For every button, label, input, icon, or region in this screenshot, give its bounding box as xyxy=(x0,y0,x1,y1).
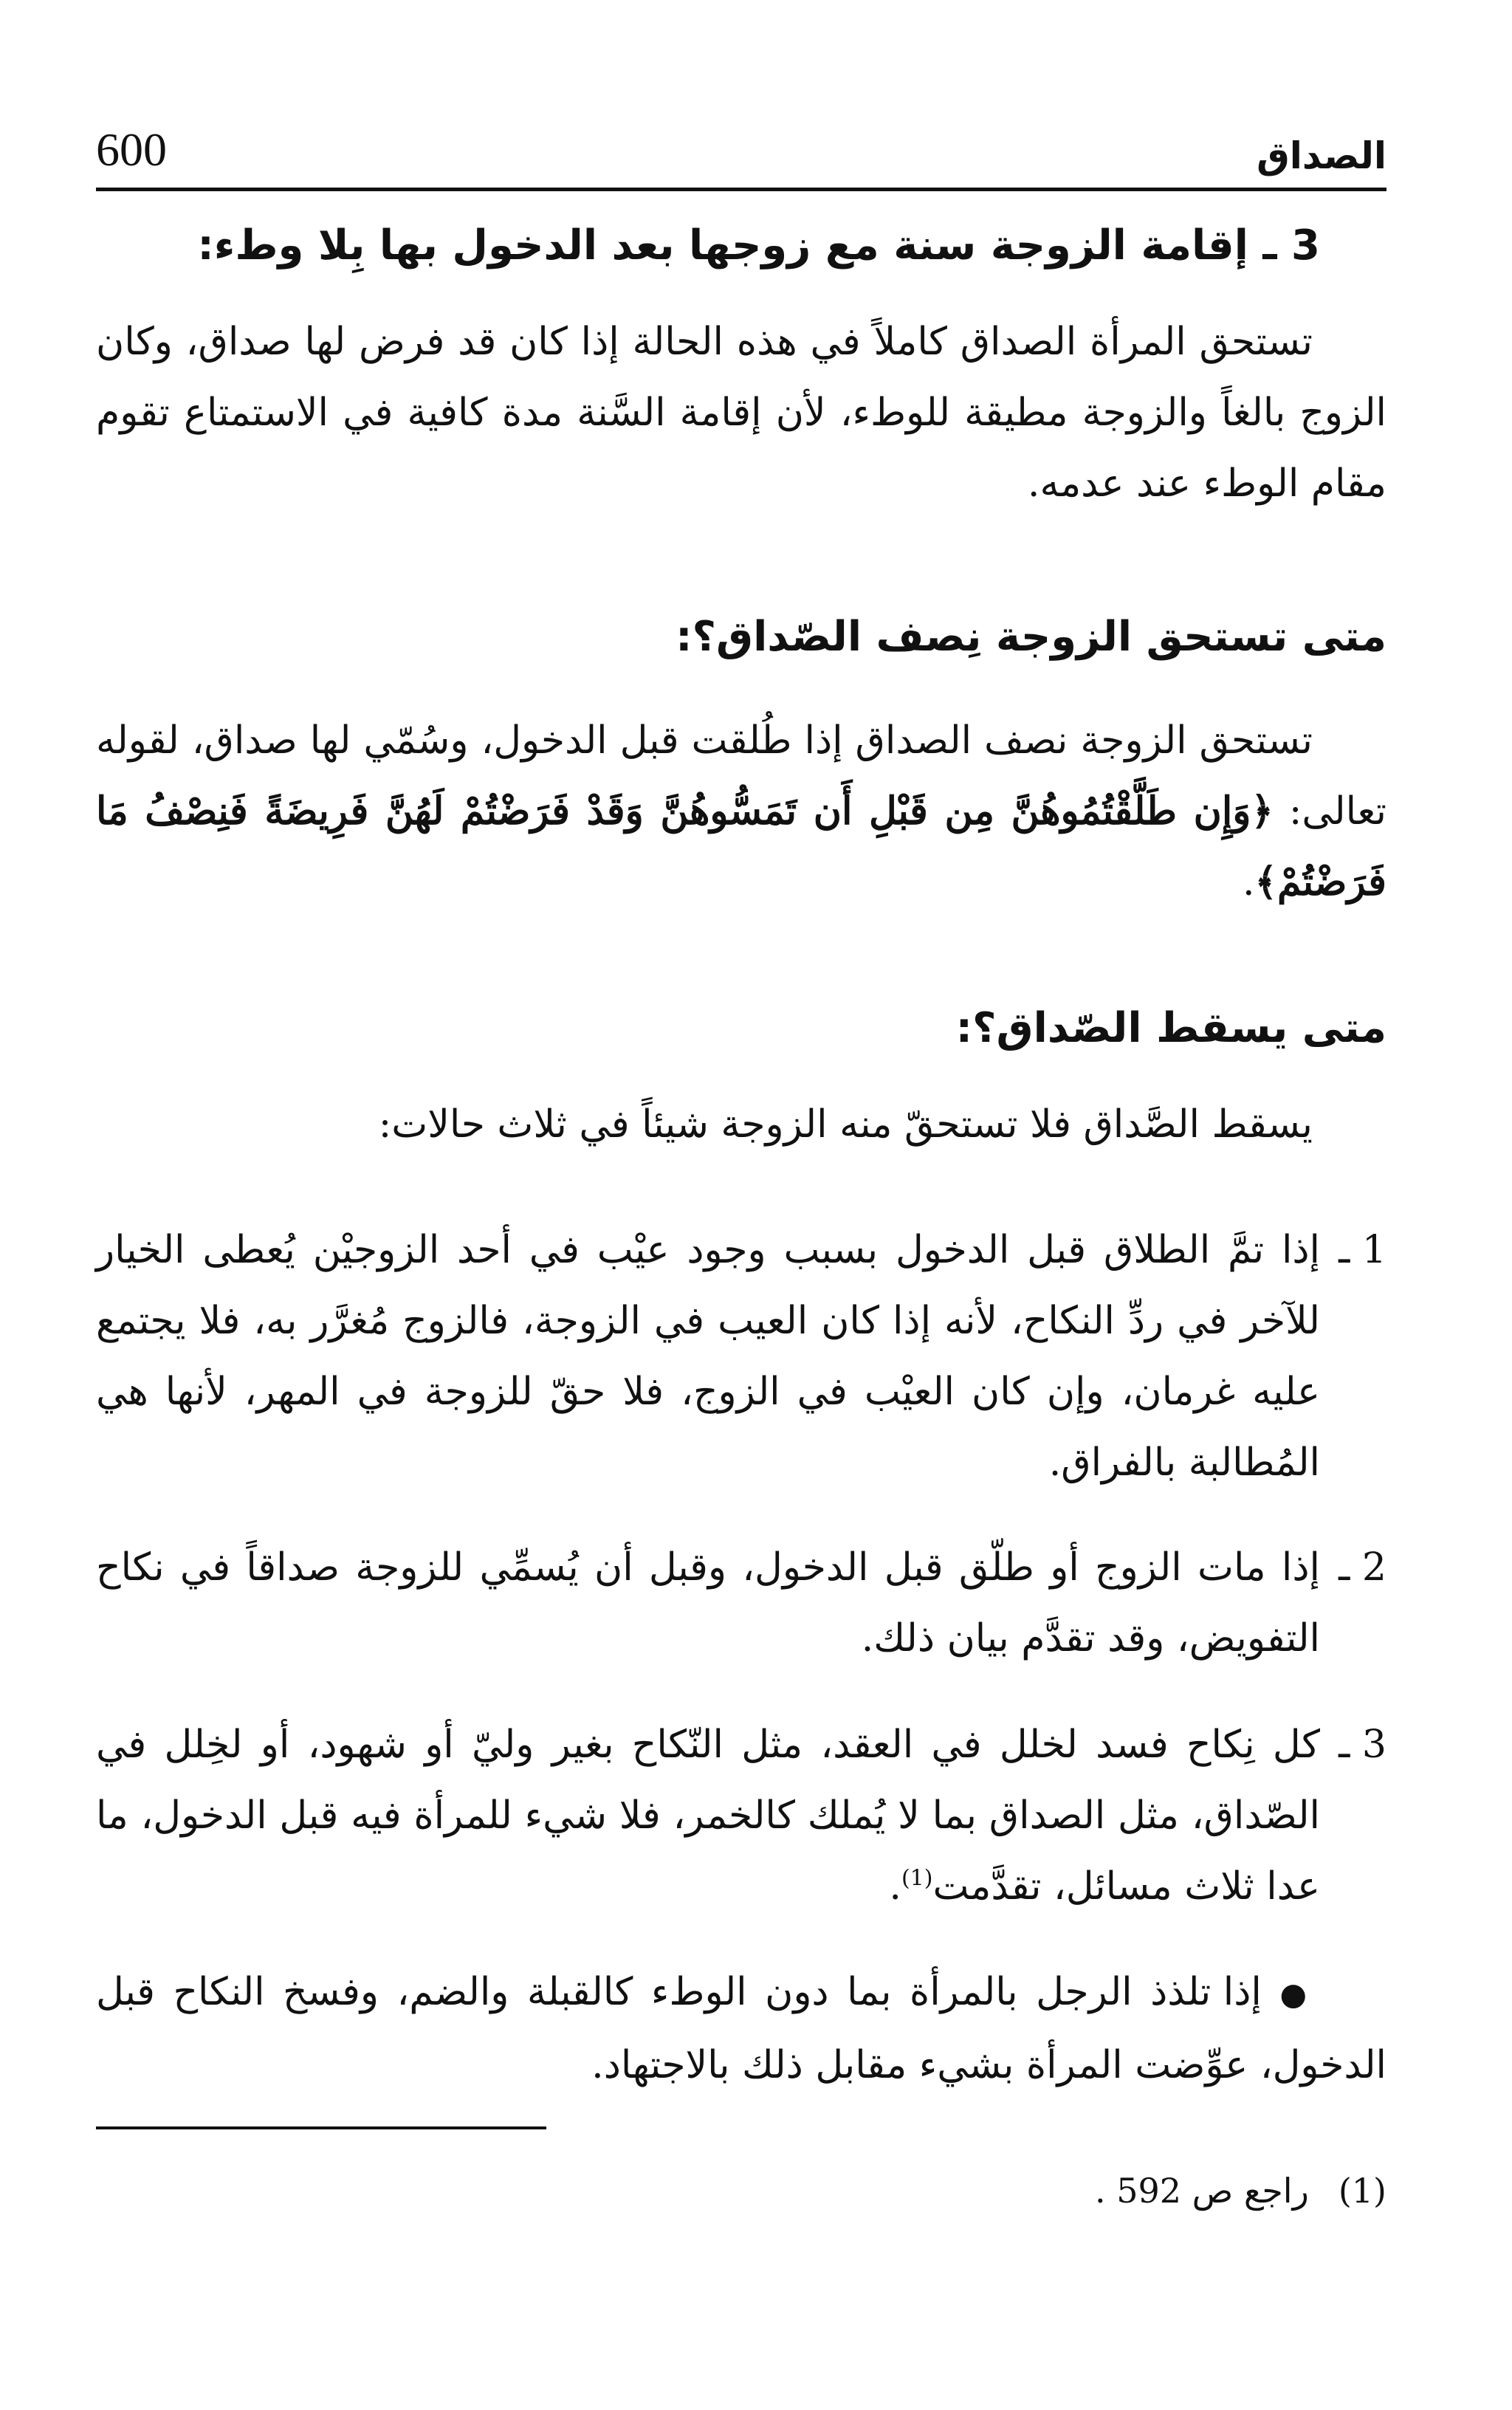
section-2-body-end: . xyxy=(1242,860,1255,904)
list-text xyxy=(96,1709,1320,1922)
section-1-body-wrap xyxy=(96,306,1386,519)
page xyxy=(96,103,1386,2211)
list-item-3 xyxy=(96,1709,1386,1922)
running-head xyxy=(96,103,1386,191)
section-2-heading: متى تستحق الزوجة نِصف الصّداق؟: xyxy=(676,613,1386,661)
list-text-end: . xyxy=(889,1864,901,1909)
section-3-intro: يسقط الصَّداق فلا تستحقّ منه الزوجة شيئاً في ثلاث حالات: xyxy=(378,1102,1313,1147)
running-title: الصداق xyxy=(1257,134,1386,177)
section-2 xyxy=(96,613,1386,661)
list-text: إذا مات الزوج أو طلّق قبل الدخول، وقبل أن يُسمِّي للزوجة صداقاً في نكاح التفويض، وقد تقدَّم بيان ذلك. xyxy=(96,1545,1320,1661)
section-3 xyxy=(96,1004,1386,1052)
footnote xyxy=(96,2171,1386,2211)
section-2-body xyxy=(96,705,1386,918)
section-1-body: تستحق المرأة الصداق كاملاً في هذه الحالة إذا كان قد فرض لها صداق، وكان الزوج بالغاً والزوجة مطيقة للوطء، لأن إقامة السَّنة مدة كافية في الاستمتاع تقوم مقام الوطء عند عدمه. xyxy=(96,320,1386,506)
list-text-body: كل نِكاح فسد لخلل في العقد، مثل النّكاح بغير وليّ أو شهود، أو لخِلل في الصّداق، مثل الصداق بما لا يُملك كالخمر، فلا شيء للمرأة فيه قبل الدخول، ما عدا ثلاث مسائل، تقدَّمت xyxy=(96,1723,1320,1909)
section-2-body-wrap xyxy=(96,705,1386,918)
section-1-heading: 3 ـ إقامة الزوجة سنة مع زوجها بعد الدخول بها بِلا وطء: xyxy=(197,222,1320,270)
list-item-2 xyxy=(96,1532,1386,1674)
footnote-text: راجع ص 592 . xyxy=(1094,2171,1309,2211)
bullet-icon: ● xyxy=(1279,1976,1313,2012)
section-1 xyxy=(96,222,1386,270)
list-text: إذا تمَّ الطلاق قبل الدخول بسبب وجود عيْب في أحد الزوجيْن يُعطى الخيار للآخر في ردِّ النكاح، لأنه إذا كان العيب في الزوجة، فالزوج مُغرَّر به، فلا يجتمع عليه غرمان، وإن كان العيْب في الزوج، فلا حقّ للزوجة في المهر، لأنها هي المُطالبة بالفراق. xyxy=(96,1228,1320,1485)
list-item-1 xyxy=(96,1215,1386,1498)
footnote-separator-wrap xyxy=(96,2126,1386,2129)
section-3-intro-wrap xyxy=(96,1089,1386,1160)
page-number: 600 xyxy=(96,123,167,176)
list-number: 3 ـ xyxy=(1339,1723,1386,1767)
footnote-separator xyxy=(96,2126,546,2129)
bullet-paragraph xyxy=(96,1957,1386,2101)
section-2-body-start: تستحق الزوجة نصف الصداق إذا طُلقت قبل الدخول، وسُمّي لها صداق، لقوله تعالى: xyxy=(96,718,1386,834)
footnote-number: (1) xyxy=(1338,2171,1386,2211)
quran-verse: ﴿وَإِن طَلَّقْتُمُوهُنَّ مِن قَبْلِ أَن تَمَسُّوهُنَّ وَقَدْ فَرَضْتُمْ لَهُنَّ فَرِيضَةً فَنِصْفُ مَا فَرَضْتُمْ﴾ xyxy=(96,789,1386,904)
list-number: 2 ـ xyxy=(1339,1545,1386,1590)
list-number: 1 ـ xyxy=(1339,1228,1386,1272)
bullet-text: إذا تلذذ الرجل بالمرأة بما دون الوطء كالقبلة والضم، وفسخ النكاح قبل الدخول، عوِّضت المرأة بشيء مقابل ذلك بالاجتهاد. xyxy=(96,1970,1386,2087)
bullet-paragraph-wrap xyxy=(96,1957,1386,2101)
footnote-reference[interactable]: (1) xyxy=(901,1865,933,1892)
section-3-heading: متى يسقط الصّداق؟: xyxy=(955,1004,1386,1052)
